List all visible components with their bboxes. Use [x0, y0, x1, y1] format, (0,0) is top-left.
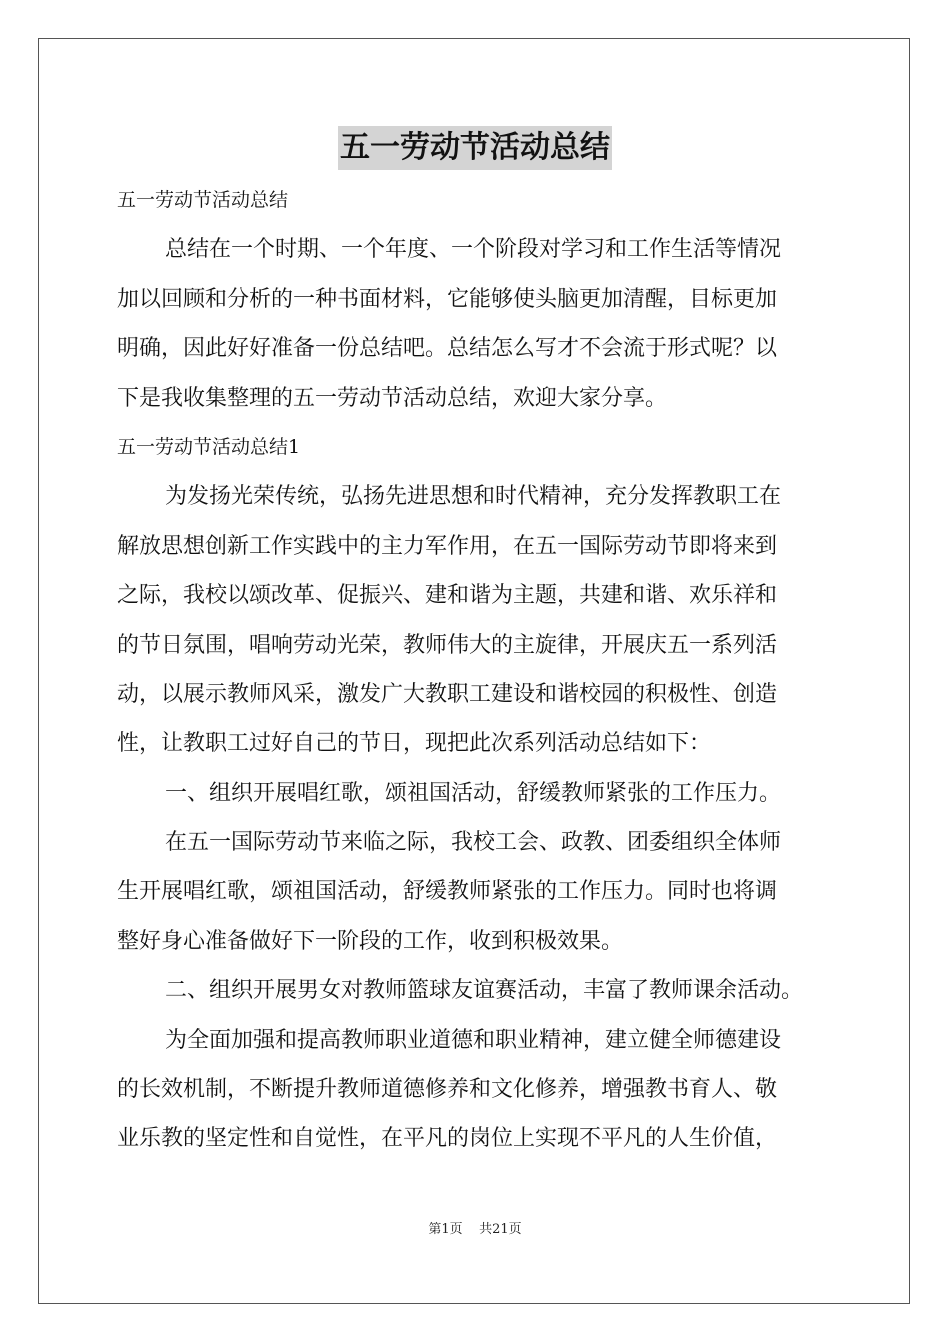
text-line: 二、组织开展男女对教师篮球友谊赛活动，丰富了教师课余活动。: [165, 978, 804, 1004]
text-line: 在五一国际劳动节来临之际，我校工会、政教、团委组织全体师: [165, 830, 782, 856]
text-line: 的长效机制，不断提升教师道德修养和文化修养，增强教书育人、敬: [117, 1077, 778, 1103]
text-line: 一、组织开展唱红歌，颂祖国活动，舒缓教师紧张的工作压力。: [165, 780, 782, 806]
text-line: 动，以展示教师风采，激发广大教职工建设和谐校园的积极性、创造: [117, 681, 778, 707]
text-line: 生开展唱红歌，颂祖国活动，舒缓教师紧张的工作压力。同时也将调: [117, 879, 778, 905]
text-line: 总结在一个时期、一个年度、一个阶段对学习和工作生活等情况: [165, 237, 782, 263]
text-line: 整好身心准备做好下一阶段的工作，收到积极效果。: [117, 928, 624, 954]
text-line: 下是我收集整理的五一劳动节活动总结，欢迎大家分享。: [117, 385, 668, 411]
text-line: 明确，因此好好准备一份总结吧。总结怎么写才不会流于形式呢？以: [117, 336, 778, 362]
document-title: 五一劳动节活动总结: [338, 126, 612, 170]
text-line: 五一劳动节活动总结: [117, 189, 289, 211]
page-total: 共21页: [479, 1222, 522, 1237]
title-wrap: [0, 126, 950, 170]
page-footer: [0, 1218, 950, 1237]
text-line: 加以回顾和分析的一种书面材料，它能够使头脑更加清醒，目标更加: [117, 286, 778, 312]
document-body: [117, 176, 847, 1164]
text-line: 性，让教职工过好自己的节日，现把此次系列活动总结如下：: [117, 731, 712, 757]
text-line: 为发扬光荣传统，弘扬先进思想和时代精神，充分发挥教职工在: [165, 484, 782, 510]
text-line: 解放思想创新工作实践中的主力军作用，在五一国际劳动节即将来到: [117, 533, 778, 559]
text-line: 为全面加强和提高教师职业道德和职业精神，建立健全师德建设: [165, 1027, 782, 1053]
text-line: 业乐教的坚定性和自觉性，在平凡的岗位上实现不平凡的人生价值，: [117, 1126, 778, 1152]
page-number: 第1页: [428, 1222, 463, 1237]
text-line: 的节日氛围，唱响劳动光荣，教师伟大的主旋律，开展庆五一系列活: [117, 632, 778, 658]
text-line: 五一劳动节活动总结1: [117, 435, 301, 458]
text-line: 之际，我校以颂改革、促振兴、建和谐为主题，共建和谐、欢乐祥和: [117, 583, 778, 609]
